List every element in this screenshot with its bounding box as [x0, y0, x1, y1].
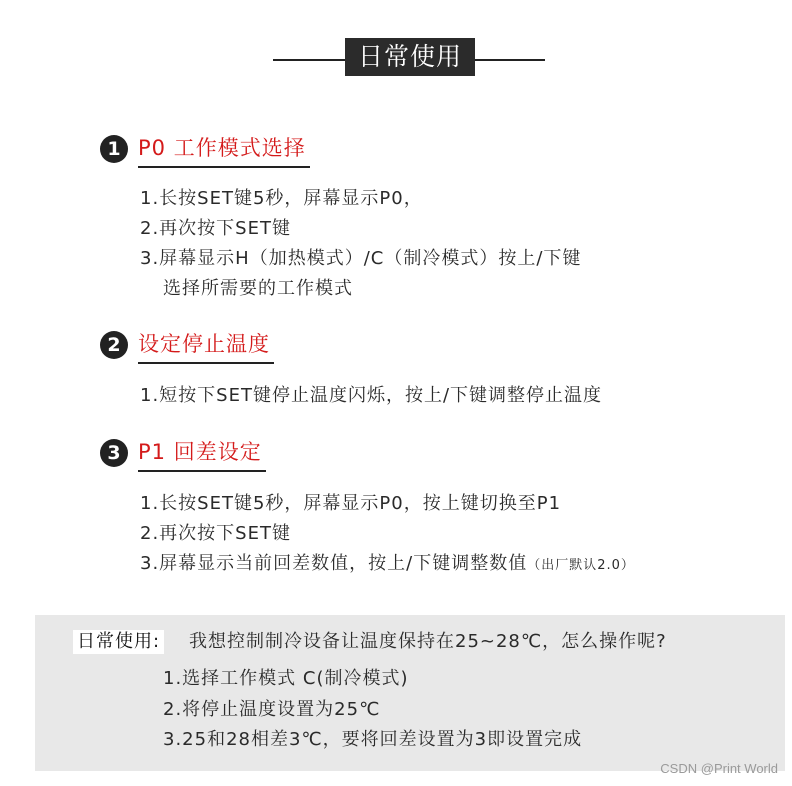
section-1-line-4: 选择所需要的工作模式 — [163, 278, 353, 299]
section-number-badge: 2 — [100, 331, 128, 359]
section-title: P1 回差设定 — [138, 438, 266, 472]
panel-question: 我想控制制冷设备让温度保持在25~28℃，怎么操作呢? — [189, 631, 667, 652]
usage-example-panel — [35, 615, 785, 771]
panel-step-2: 2.将停止温度设置为25℃ — [163, 699, 381, 720]
panel-step-1: 1.选择工作模式 C(制冷模式) — [163, 668, 409, 689]
section-title: 设定停止温度 — [138, 330, 274, 364]
header-divider-left — [273, 59, 347, 61]
page-header — [0, 38, 792, 78]
section-2-line-1: 1.短按下SET键停止温度闪烁，按上/下键调整停止温度 — [140, 385, 603, 406]
section-number-badge: 3 — [100, 439, 128, 467]
panel-label: 日常使用: — [73, 630, 164, 654]
section-3-line-3 — [140, 552, 635, 578]
section-1-line-3: 3.屏幕显示H（加热模式）/C（制冷模式）按上/下键 — [140, 248, 582, 269]
section-3-line-3-text: 3.屏幕显示当前回差数值，按上/下键调整数值 — [140, 553, 528, 574]
section-3-line-1: 1.长按SET键5秒，屏幕显示P0，按上键切换至P1 — [140, 493, 562, 514]
section-number-badge: 1 — [100, 135, 128, 163]
watermark: CSDN @Print World — [660, 761, 778, 776]
section-1-line-1: 1.长按SET键5秒，屏幕显示P0， — [140, 188, 423, 209]
section-1-line-2: 2.再次按下SET键 — [140, 218, 291, 239]
header-divider-right — [475, 59, 545, 61]
factory-default-note: （出厂默认2.0） — [527, 558, 635, 573]
section-title: P0 工作模式选择 — [138, 134, 310, 168]
panel-step-3: 3.25和28相差3℃，要将回差设置为3即设置完成 — [163, 729, 583, 750]
section-3-line-2: 2.再次按下SET键 — [140, 523, 291, 544]
page-title: 日常使用 — [345, 38, 475, 76]
